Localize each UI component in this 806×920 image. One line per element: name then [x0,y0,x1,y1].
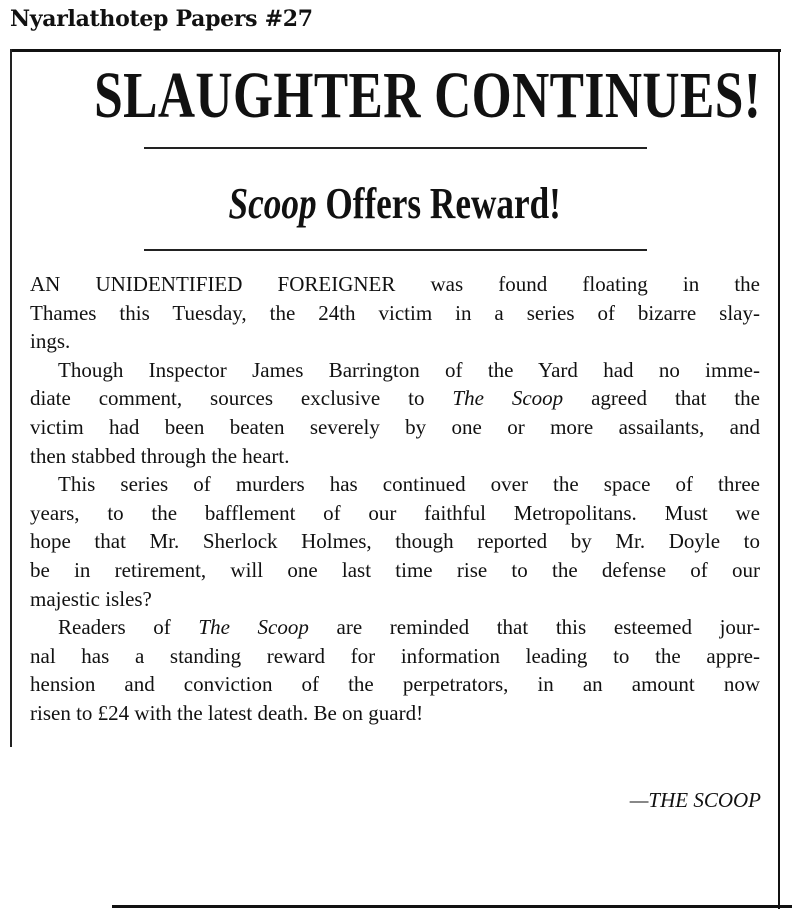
headline [0,58,806,134]
subhead-text: Offers Reward! [316,179,562,228]
article-paragraph [30,270,760,356]
article-paragraph [30,470,760,613]
page-title: Nyarlathotep Papers #27 [10,6,313,32]
text-segment: agreed that the [563,386,761,411]
text-segment: hension and conviction of the perpetrators, in an amount now [30,672,760,697]
text-segment: Thames this Tuesday, the 24th victim in a series of bizarre slay- [30,300,760,325]
text-line [30,642,760,671]
text-line [30,670,760,699]
text-segment: nal has a standing reward for information leading to the appre- [30,643,760,668]
text-line [30,527,760,556]
text-line [30,299,760,328]
text-segment: majestic isles? [30,586,152,611]
text-line [30,413,760,442]
text-segment: hope that Mr. Sherlock Holmes, though reported by Mr. Doyle to [30,529,760,554]
text-line [30,327,760,356]
text-segment: ings. [30,329,71,354]
text-line [30,470,760,499]
subheadline [0,178,790,229]
article-body [30,270,760,728]
text-line [30,442,760,471]
divider-rule [144,249,647,251]
text-segment: be in retirement, will one last time rise to the defense of our [30,557,760,582]
text-line [30,356,760,385]
text-segment: AN UNIDENTIFIED FOREIGNER was found floating in the [30,272,760,296]
divider-rule [144,147,647,149]
frame-border-top [10,49,781,52]
text-segment: Though Inspector James Barrington of the Yard had no imme- [58,357,760,382]
text-line [30,499,760,528]
text-line [30,270,760,299]
text-segment: are reminded that this esteemed jour- [308,615,760,640]
text-segment: then stabbed through the heart. [30,443,290,468]
text-segment: This series of murders has continued over the space of three [58,472,760,497]
publication-name: The Scoop [452,386,564,411]
frame-border-bottom [112,905,792,908]
text-segment: diate comment, sources exclusive to [30,386,453,411]
article-paragraph [30,613,760,727]
text-segment: risen to £24 with the latest death. Be on guard! [30,700,424,725]
text-segment: Readers of [58,615,199,640]
frame-border-left [10,49,12,747]
text-segment: years, to the bafflement of our faithful Metropolitans. Must we [30,500,760,525]
article-paragraph [30,356,760,470]
publication-name: The Scoop [198,615,309,640]
text-segment: victim had been beaten severely by one or more assailants, and [30,414,760,439]
subhead-italic: Scoop [228,179,317,228]
text-line [30,699,760,728]
text-line [30,384,760,413]
headline-text: SLAUGHTER CONTINUES! [94,59,762,132]
text-line [30,613,760,642]
text-line [30,556,760,585]
signature: —THE SCOOP [629,788,761,812]
text-line [30,585,760,614]
